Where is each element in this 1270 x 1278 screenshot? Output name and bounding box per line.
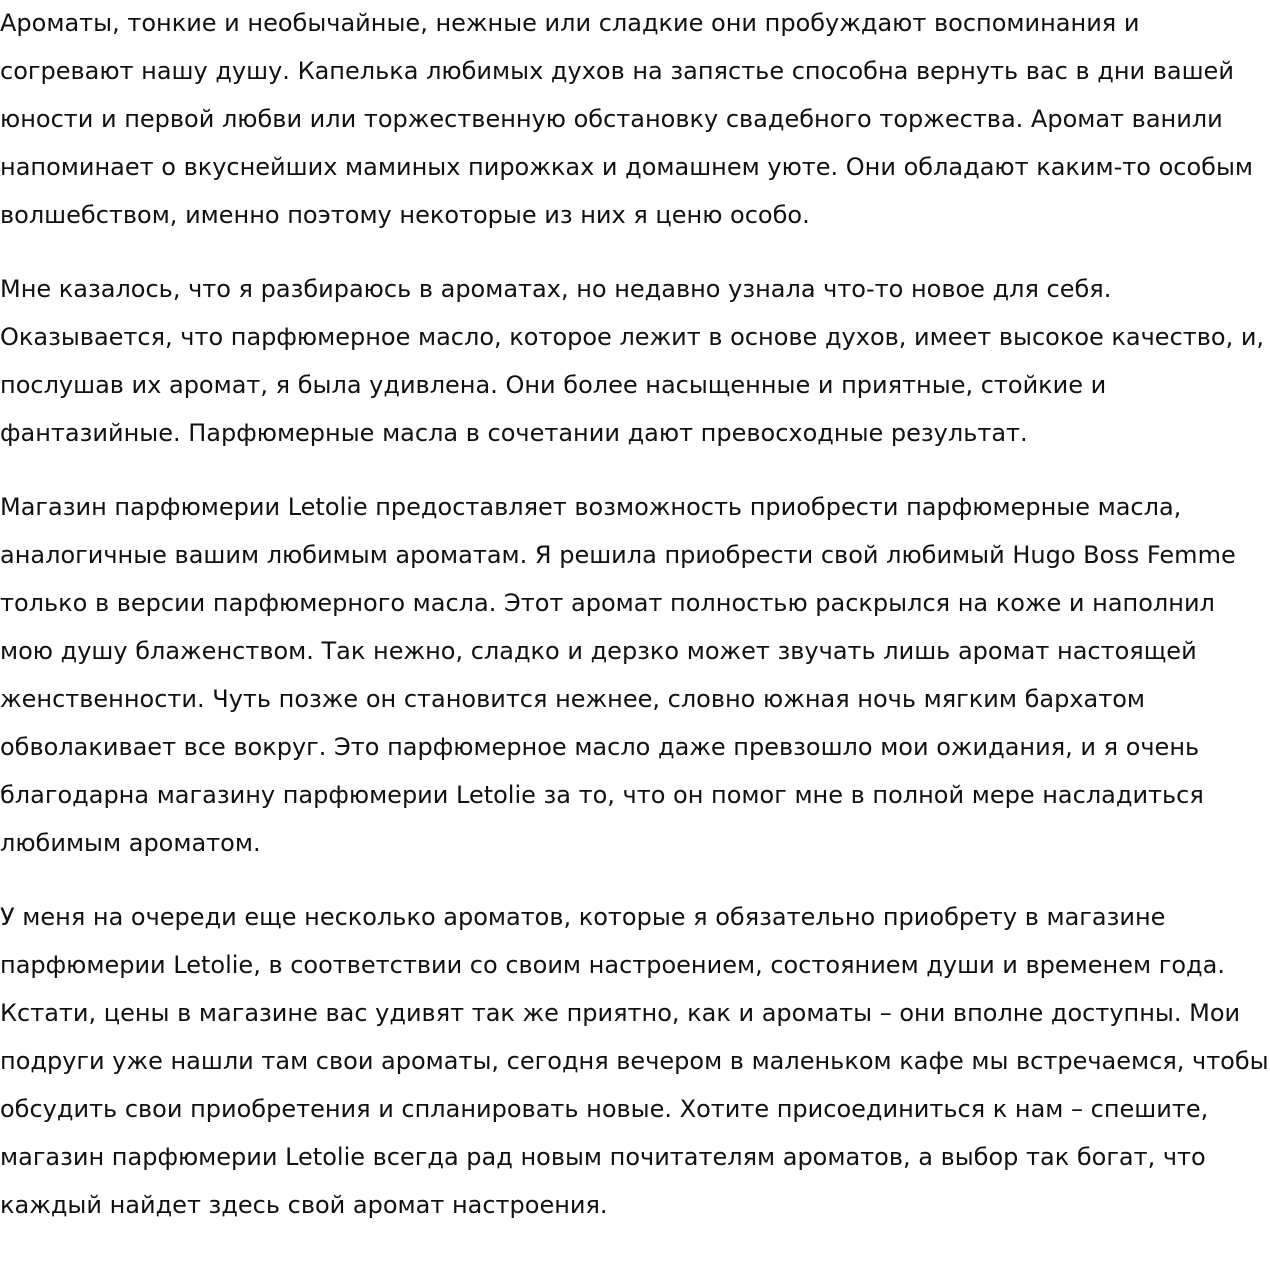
article-paragraph-1: Ароматы, тонкие и необычайные, нежные или сладкие они пробуждают воспоминания и согревают нашу душу. Капелька любимых духов на запястье способна вернуть вас в дни вашей юности и первой любви или торжественную обстановку свадебного торжества. Аромат ванили напоминает о вкуснейших маминых пирожках и домашнем уюте. Они обладают каким-то особым волшебством, именно поэтому некоторые из них я ценю особо. [0, 9, 1254, 229]
article-paragraph-2: Мне казалось, что я разбираюсь в ароматах, но недавно узнала что-то новое для себя. Оказывается, что парфюмерное масло, которое лежит в основе духов, имеет высокое качество, и, послушав их аромат, я была удивлена. Они более насыщенные и приятные, стойкие и фантазийные. Парфюмерные масла в сочетании дают превосходные результат. [0, 275, 1265, 447]
article-paragraph-4: У меня на очереди еще несколько ароматов, которые я обязательно приобрету в магазине парфюмерии Letolie, в соответствии со своим настроением, состоянием души и временем года. Кстати, цены в магазине вас удивят так же приятно, как и ароматы – они вполне доступны. Мои подруги уже нашли там свои ароматы, сегодня вечером в маленьком кафе мы встречаемся, чтобы обсудить свои приобретения и спланировать новые. Хотите присоединиться к нам – спешите, магазин парфюмерии Letolie всегда рад новым почитателям ароматов, а выбор так богат, что каждый найдет здесь свой аромат настроения. [0, 903, 1269, 1219]
article-paragraph-3: Магазин парфюмерии Letolie предоставляет возможность приобрести парфюмерные масла, аналогичные вашим любимым ароматам. Я решила приобрести свой любимый Hugo Boss Femme только в версии парфюмерного масла. Этот аромат полностью раскрылся на коже и наполнил мою душу блаженством. Так нежно, сладко и дерзко может звучать лишь аромат настоящей женственности. Чуть позже он становится нежнее, словно южная ночь мягким бархатом обволакивает все вокруг. Это парфюмерное масло даже превзошло мои ожидания, и я очень благодарна магазину парфюмерии Letolie за то, что он помог мне в полной мере насладиться любимым ароматом. [0, 493, 1236, 857]
